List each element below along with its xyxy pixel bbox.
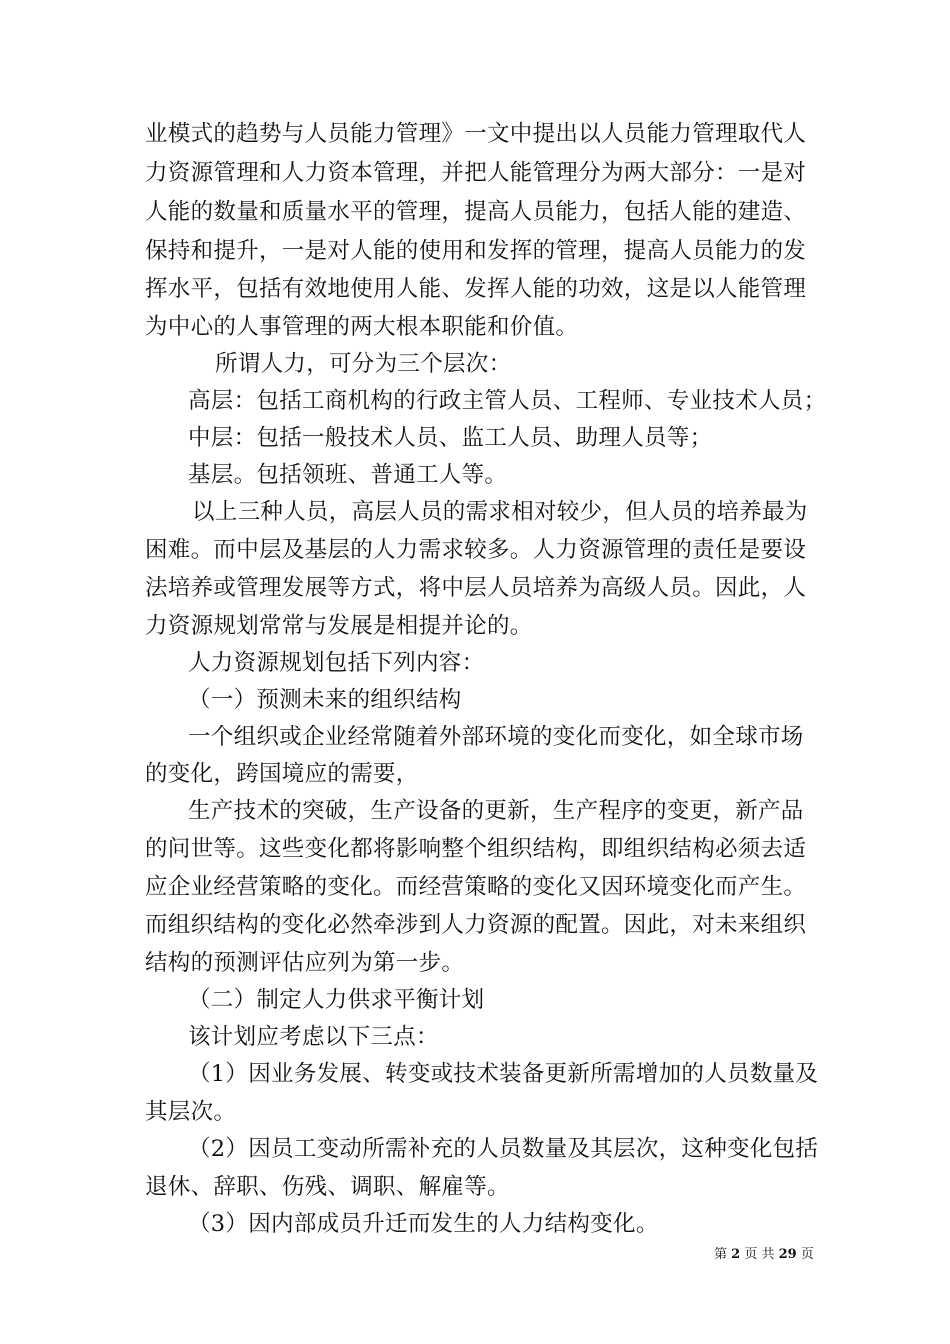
- footer-middle: 页 共: [744, 1247, 775, 1262]
- text-line: 中层：包括一般技术人员、监工人员、助理人员等；: [188, 425, 713, 451]
- text-line: 退休、辞职、伤残、调职、解雇等。: [145, 1174, 510, 1200]
- text-line: 人能的数量和质量水平的管理，提高人员能力，包括人能的建造、: [145, 199, 807, 225]
- text-line: （二）制定人力供求平衡计划: [188, 987, 485, 1013]
- text-line: 为中心的人事管理的两大根本职能和价值。: [145, 314, 579, 340]
- page-number: 2: [731, 1247, 741, 1262]
- total-pages: 29: [778, 1247, 797, 1262]
- text-line: （1）因业务发展、转变或技术装备更新所需增加的人员数量及: [188, 1061, 819, 1087]
- footer-prefix: 第: [714, 1247, 728, 1262]
- text-line: 力资源规划常常与发展是相提并论的。: [145, 613, 533, 639]
- text-line: 的变化，跨国境应的需要，: [145, 761, 419, 787]
- text-line: （一）预测未来的组织结构: [188, 687, 462, 713]
- text-line: 所谓人力，可分为三个层次：: [215, 351, 512, 377]
- text-line: 高层：包括工商机构的行政主管人员、工程师、专业技术人员；: [188, 388, 827, 414]
- text-line: 结构的预测评估应列为第一步。: [145, 950, 465, 976]
- text-line: 该计划应考虑以下三点：: [188, 1024, 439, 1050]
- text-line: 应企业经营策略的变化。而经营策略的变化又因环境变化而产生。: [145, 874, 807, 900]
- text-line: 保持和提升，一是对人能的使用和发挥的管理，提高人员能力的发: [145, 238, 807, 264]
- text-line: （3）因内部成员升迁而发生的人力结构变化。: [188, 1211, 659, 1237]
- text-line: 其层次。: [145, 1099, 237, 1125]
- page-footer: [714, 1246, 814, 1264]
- text-line: 的问世等。这些变化都将影响整个组织结构，即组织结构必须去适: [145, 836, 807, 862]
- text-line: 业模式的趋势与人员能力管理》一文中提出以人员能力管理取代人: [145, 121, 807, 147]
- text-line: 挥水平，包括有效地使用人能、发挥人能的功效，这是以人能管理: [145, 276, 807, 302]
- text-line: 法培养或管理发展等方式，将中层人员培养为高级人员。因此，人: [145, 575, 807, 601]
- text-line: 生产技术的突破，生产设备的更新，生产程序的变更，新产品: [188, 798, 804, 824]
- text-line: 以上三种人员，高层人员的需求相对较少，但人员的培养最为: [192, 499, 808, 525]
- text-line: 人力资源规划包括下列内容：: [188, 650, 485, 676]
- text-line: （2）因员工变动所需补充的人员数量及其层次，这种变化包括: [188, 1136, 819, 1162]
- footer-suffix: 页: [800, 1247, 814, 1262]
- text-line: 一个组织或企业经常随着外部环境的变化而变化，如全球市场: [188, 724, 804, 750]
- text-line: 力资源管理和人力资本管理，并把人能管理分为两大部分：一是对: [145, 160, 807, 186]
- text-line: 基层。包括领班、普通工人等。: [188, 462, 508, 488]
- text-line: 困难。而中层及基层的人力需求较多。人力资源管理的责任是要设: [145, 537, 807, 563]
- text-line: 而组织结构的变化必然牵涉到人力资源的配置。因此，对未来组织: [145, 912, 807, 938]
